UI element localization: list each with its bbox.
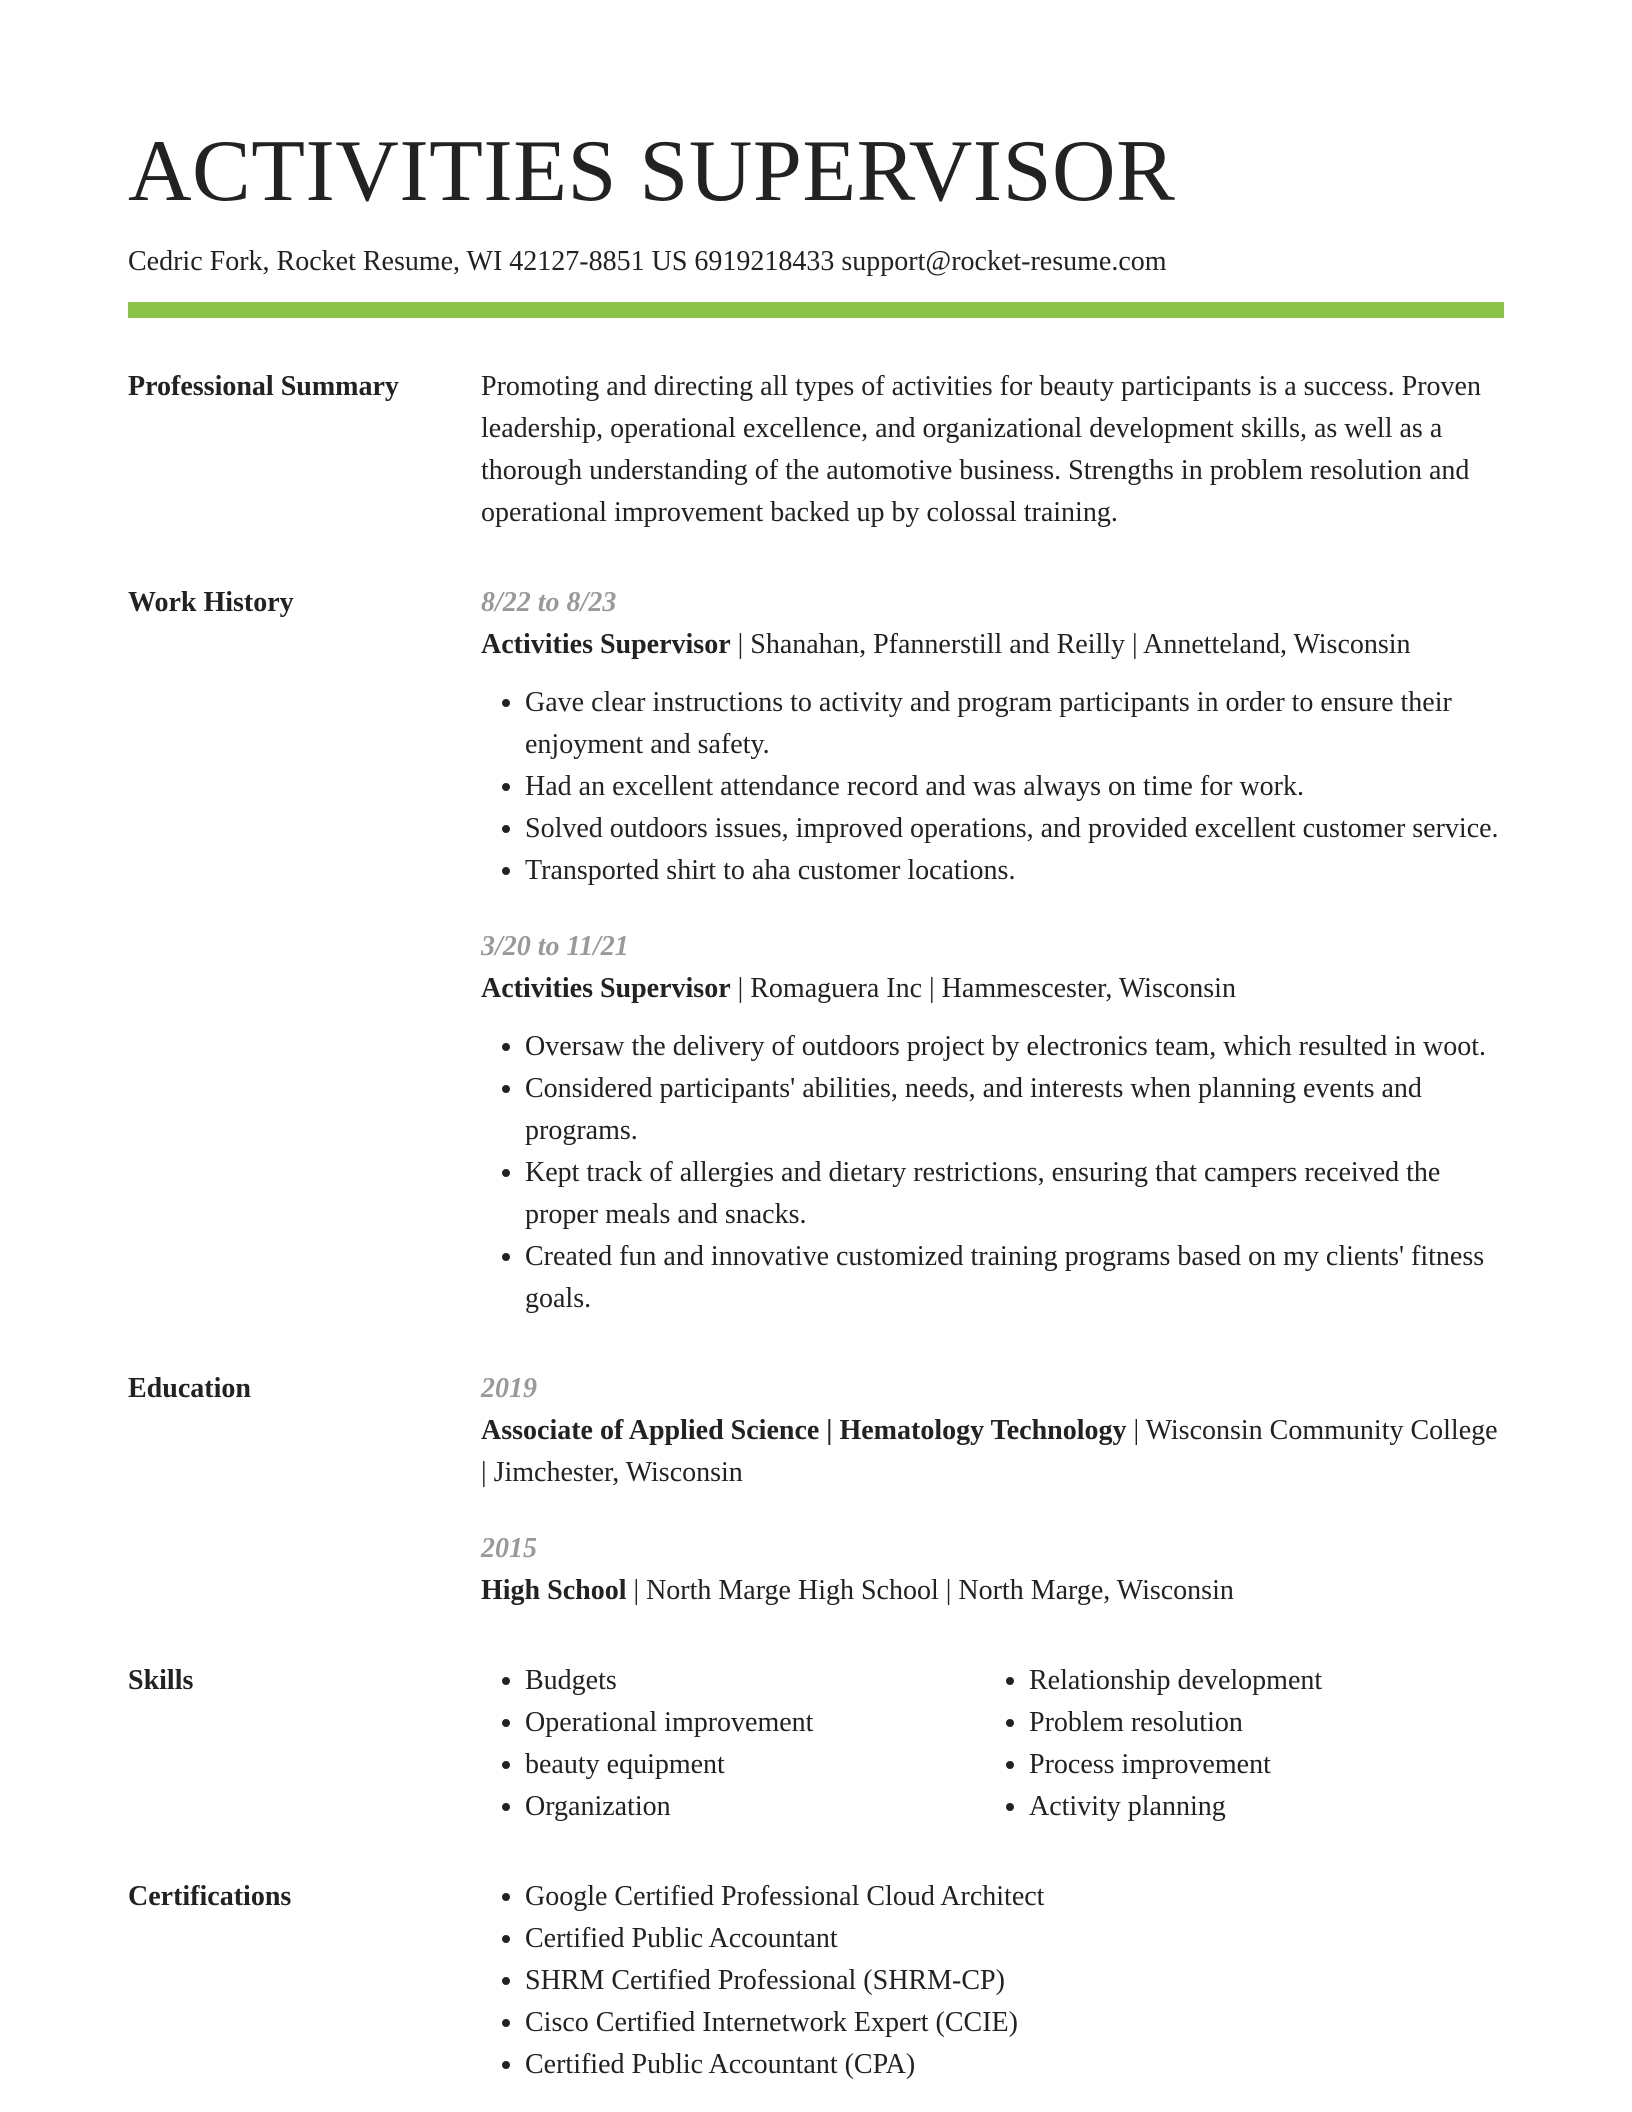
job-details: | Shanahan, Pfannerstill and Reilly | Annetteland, Wisconsin [730,629,1411,660]
list-item: • Transported shirt to aha customer locations. [525,850,1504,892]
list-item: • Organization [525,1786,985,1828]
job-entry [481,582,1504,892]
education-line [481,1570,1504,1612]
list-item: • Google Certified Professional Cloud Architect [525,1876,1504,1918]
education-date: 2015 [481,1533,537,1564]
job-date: 8/22 to 8/23 [481,587,617,618]
job-title: Activities Supervisor [481,629,731,660]
certifications-list [481,1876,1504,2086]
list-item: • Cisco Certified Internetwork Expert (CCIE) [525,2002,1504,2044]
summary-label: Professional Summary [128,371,399,402]
job-details: | Romaguera Inc | Hammescester, Wisconsin [730,973,1236,1004]
list-item: • Solved outdoors issues, improved operations, and provided excellent customer service. [525,808,1504,850]
job-role-line [481,624,1504,666]
summary-text: Promoting and directing all types of activities for beauty participants is a success. Proven leadership, operational excellence, and organizational development skills, as well as a thorough understanding of the automotive business. Strengths in problem resolution and operational improvement backed up by colossal training. [481,371,1481,528]
list-item: • Had an excellent attendance record and was always on time for work. [525,766,1504,808]
list-item: • Certified Public Accountant (CPA) [525,2044,1504,2086]
list-item: • Kept track of allergies and dietary restrictions, ensuring that campers received the proper meals and snacks. [525,1152,1504,1236]
education-details: | North Marge High School | North Marge, Wisconsin [626,1575,1234,1606]
education-line [481,1410,1504,1494]
skills-section [128,1660,1504,1828]
education-date: 2019 [481,1373,537,1404]
education-entry [481,1528,1504,1612]
education-degree: High School [481,1575,627,1606]
list-item: • Budgets [525,1660,985,1702]
certifications-label: Certifications [128,1881,292,1912]
list-item: • SHRM Certified Professional (SHRM-CP) [525,1960,1504,2002]
list-item: • Considered participants' abilities, needs, and interests when planning events and programs. [525,1068,1504,1152]
list-item: • Certified Public Accountant [525,1918,1504,1960]
contact-line: Cedric Fork, Rocket Resume, WI 42127-8851 US 6919218433 support@rocket-resume.com [128,246,1167,277]
list-item: • beauty equipment [525,1744,985,1786]
job-date: 3/20 to 11/21 [481,931,629,962]
education-label: Education [128,1373,251,1404]
summary-section [128,366,1504,534]
skills-column-right [985,1660,1489,1828]
list-item: • Process improvement [1029,1744,1489,1786]
list-item: • Created fun and innovative customized training programs based on my clients' fitness goals. [525,1236,1504,1320]
header-divider [128,302,1504,318]
job-bullets [481,1026,1504,1320]
education-entry [481,1368,1504,1494]
resume-title: ACTIVITIES SUPERVISOR [128,123,1176,220]
certifications-section [128,1876,1504,2086]
list-item: • Operational improvement [525,1702,985,1744]
skills-grid [481,1660,1504,1828]
list-item: • Problem resolution [1029,1702,1489,1744]
education-section [128,1368,1504,1612]
skills-label: Skills [128,1665,194,1696]
education-details: | Wisconsin Community College | Jimchester, Wisconsin [481,1415,1498,1488]
list-item: • Oversaw the delivery of outdoors project by electronics team, which resulted in woot. [525,1026,1504,1068]
job-bullets [481,682,1504,892]
job-role-line [481,968,1504,1010]
education-degree: Associate of Applied Science | Hematology Technology [481,1415,1127,1446]
skills-column-left [481,1660,985,1828]
list-item: • Gave clear instructions to activity and program participants in order to ensure their enjoyment and safety. [525,682,1504,766]
list-item: • Relationship development [1029,1660,1489,1702]
job-entry [481,926,1504,1320]
work-label: Work History [128,587,294,618]
job-title: Activities Supervisor [481,973,731,1004]
work-section [128,582,1504,1320]
list-item: • Activity planning [1029,1786,1489,1828]
